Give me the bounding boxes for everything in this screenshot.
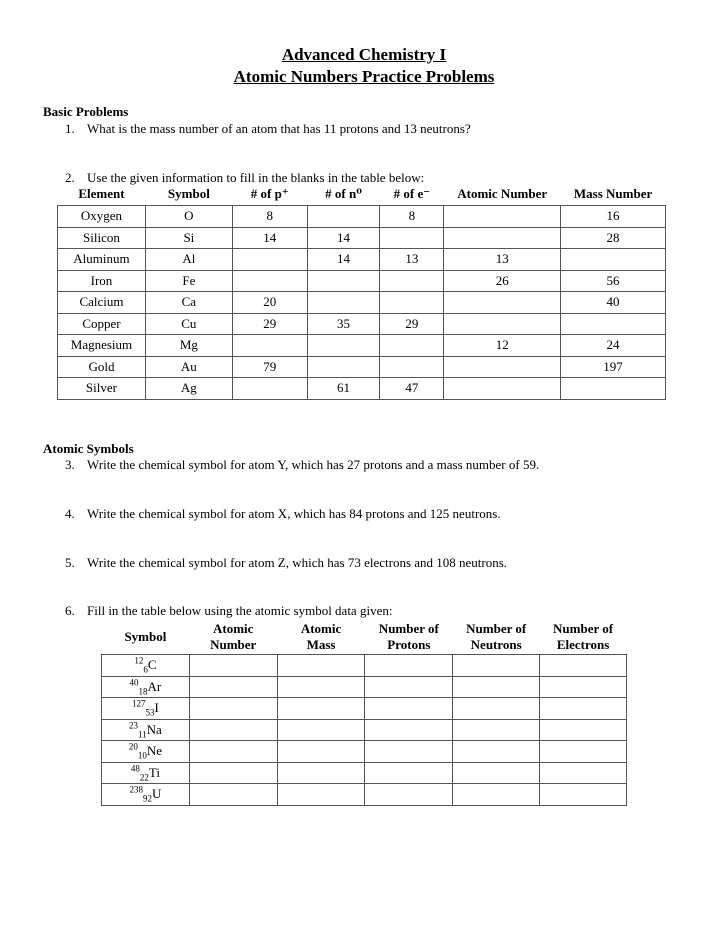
table-cell: 13 [380,249,444,271]
blank-cell [189,655,277,677]
blank-cell [453,741,540,763]
page-subtitle: Atomic Numbers Practice Problems [233,67,495,86]
question-number: 6. [65,603,75,618]
mass-number: 238 [129,784,143,795]
table-cell: 24 [561,335,666,357]
blank-cell [277,676,365,698]
table-cell: Al [145,249,232,271]
question-3 [65,457,539,473]
blank-cell [561,378,666,400]
blank-cell [189,741,277,763]
table-cell: 56 [561,270,666,292]
column-header [189,620,277,655]
table-row [58,356,666,378]
table-cell: Iron [58,270,146,292]
question-text: Fill in the table below using the atomic symbol data given: [87,603,393,618]
table-row [58,378,666,400]
blank-cell [453,719,540,741]
blank-cell [277,741,365,763]
blank-cell [365,741,453,763]
column-header-line: Symbol [124,629,167,644]
blank-cell [540,698,627,720]
blank-cell [277,762,365,784]
blank-cell [277,719,365,741]
question-6 [65,603,392,619]
isotope-symbol [102,784,190,806]
page-title: Advanced Chemistry I [281,45,447,64]
column-header: Atomic Number [457,186,548,201]
question-number: 1. [65,121,75,136]
mass-number: 127 [131,698,146,709]
blank-cell [277,655,365,677]
table-cell: Gold [58,356,146,378]
column-header-line: Protons [387,637,431,652]
blank-cell [453,784,540,806]
table-cell: 8 [232,206,307,228]
table-cell: Oxygen [58,206,146,228]
question-number: 3. [65,457,75,472]
blank-cell [277,698,365,720]
table-row [102,741,627,763]
table-cell: 35 [307,313,380,335]
element-symbol: Ti [148,764,160,780]
blank-cell [232,270,307,292]
column-header-line: Number [210,637,257,652]
blank-cell [380,270,444,292]
atomic-symbol-table [101,620,627,806]
blank-cell [307,356,380,378]
question-text: Write the chemical symbol for atom X, which has 84 protons and 125 neutrons. [87,506,501,521]
atomic-number: 11 [137,729,147,740]
column-header: Symbol [167,186,210,201]
column-header-line: Electrons [556,637,610,652]
table-cell: Aluminum [58,249,146,271]
question-text: What is the mass number of an atom that has 11 protons and 13 neutrons? [87,121,471,136]
column-header-line: Atomic [300,621,342,636]
blank-cell [453,676,540,698]
element-symbol: U [151,786,162,802]
table-cell: 61 [307,378,380,400]
blank-cell [307,335,380,357]
element-symbol: C [147,657,157,673]
table-cell: Silver [58,378,146,400]
blank-cell [307,270,380,292]
question-number: 2. [65,170,75,185]
element-symbol: I [154,700,159,716]
blank-cell [444,313,561,335]
atomic-symbols-heading: Atomic Symbols [43,441,134,456]
blank-cell [540,655,627,677]
table-cell: 13 [444,249,561,271]
isotope-symbol [102,698,190,720]
mass-number: 12 [134,655,144,666]
column-header [277,620,365,655]
question-text: Write the chemical symbol for atom Z, which has 73 electrons and 108 neutrons. [87,555,508,570]
blank-cell [444,292,561,314]
question-number: 4. [65,506,75,521]
column-header: # of e⁻ [393,186,431,201]
atomic-number: 18 [138,686,148,697]
table-row [58,227,666,249]
blank-cell [189,762,277,784]
table-cell: 26 [444,270,561,292]
blank-cell [444,206,561,228]
column-header [540,620,627,655]
blank-cell [307,206,380,228]
table-cell: O [145,206,232,228]
blank-cell [561,313,666,335]
table-cell: Au [145,356,232,378]
blank-cell [232,249,307,271]
blank-cell [444,378,561,400]
table-row [102,698,627,720]
blank-cell [365,676,453,698]
table-cell: 8 [380,206,444,228]
blank-cell [189,698,277,720]
table-row [102,655,627,677]
table-cell: Copper [58,313,146,335]
blank-cell [540,741,627,763]
blank-cell [453,762,540,784]
table-row [58,292,666,314]
blank-cell [307,292,380,314]
table-row [58,335,666,357]
question-4 [65,506,501,522]
blank-cell [189,719,277,741]
blank-cell [232,378,307,400]
column-header-line: Number of [553,621,614,636]
table-cell: 14 [232,227,307,249]
blank-cell [380,227,444,249]
table-cell: 14 [307,227,380,249]
blank-cell [380,292,444,314]
column-header-line: Atomic [213,621,254,636]
question-1 [65,121,471,137]
isotope-symbol [102,719,190,741]
blank-cell [540,762,627,784]
table-cell: 40 [561,292,666,314]
table-cell: 20 [232,292,307,314]
atomic-number: 53 [145,707,155,718]
column-header-line: Number of [378,621,439,636]
table-cell: Ca [145,292,232,314]
blank-cell [232,335,307,357]
question-text: Write the chemical symbol for atom Y, which has 27 protons and a mass number of 59. [87,457,540,472]
table-cell: Mg [145,335,232,357]
blank-cell [444,227,561,249]
table-row [58,313,666,335]
blank-cell [540,784,627,806]
atomic-number: 92 [142,793,152,804]
table-row [102,784,627,806]
question-5 [65,555,507,571]
isotope-symbol [102,655,190,677]
blank-cell [365,719,453,741]
element-symbol: Na [146,721,162,737]
table-row [58,206,666,228]
column-header: # of n⁰ [325,186,362,201]
table-cell: Si [145,227,232,249]
atomic-number: 10 [137,750,147,761]
table-row [102,676,627,698]
blank-cell [189,784,277,806]
blank-cell [365,655,453,677]
table-cell: Silicon [58,227,146,249]
isotope-symbol [102,676,190,698]
table-cell: Magnesium [58,335,146,357]
blank-cell [380,356,444,378]
column-header: # of p⁺ [250,186,289,201]
column-header [453,620,540,655]
mass-number: 48 [130,763,140,774]
table-cell: 79 [232,356,307,378]
table-cell: 29 [380,313,444,335]
table-cell: 14 [307,249,380,271]
blank-cell [277,784,365,806]
blank-cell [540,676,627,698]
table-cell: Cu [145,313,232,335]
column-header-line: Mass [306,637,336,652]
table-cell: Fe [145,270,232,292]
mass-number: 40 [129,677,139,688]
table-cell: 28 [561,227,666,249]
isotope-symbol [102,741,190,763]
atomic-number: 22 [139,772,149,783]
blank-cell [380,335,444,357]
table-cell: 12 [444,335,561,357]
table-row [102,762,627,784]
mass-number: 23 [128,720,138,731]
column-header: Mass Number [573,186,653,201]
element-symbol: Ne [146,743,162,759]
blank-cell [540,719,627,741]
blank-cell [189,676,277,698]
basic-problems-heading: Basic Problems [43,104,129,119]
blank-cell [365,762,453,784]
table-row [102,719,627,741]
question-text: Use the given information to fill in the blanks in the table below: [87,170,425,185]
table-cell: 29 [232,313,307,335]
table-cell: 197 [561,356,666,378]
column-header: Element [78,186,125,201]
blank-cell [365,698,453,720]
question-number: 5. [65,555,75,570]
blank-cell [365,784,453,806]
table-cell: Ag [145,378,232,400]
mass-number: 20 [128,741,138,752]
table-cell: Calcium [58,292,146,314]
element-symbol: Ar [147,678,162,694]
table-cell: 47 [380,378,444,400]
column-header [102,620,190,655]
table-row [58,270,666,292]
table-cell: 16 [561,206,666,228]
blank-cell [453,655,540,677]
isotope-symbol [102,762,190,784]
column-header-line: Neutrons [470,637,522,652]
element-table [57,184,666,400]
column-header [365,620,453,655]
blank-cell [453,698,540,720]
blank-cell [444,356,561,378]
table-row [58,249,666,271]
atomic-number: 6 [143,664,148,675]
blank-cell [561,249,666,271]
column-header-line: Number of [466,621,527,636]
